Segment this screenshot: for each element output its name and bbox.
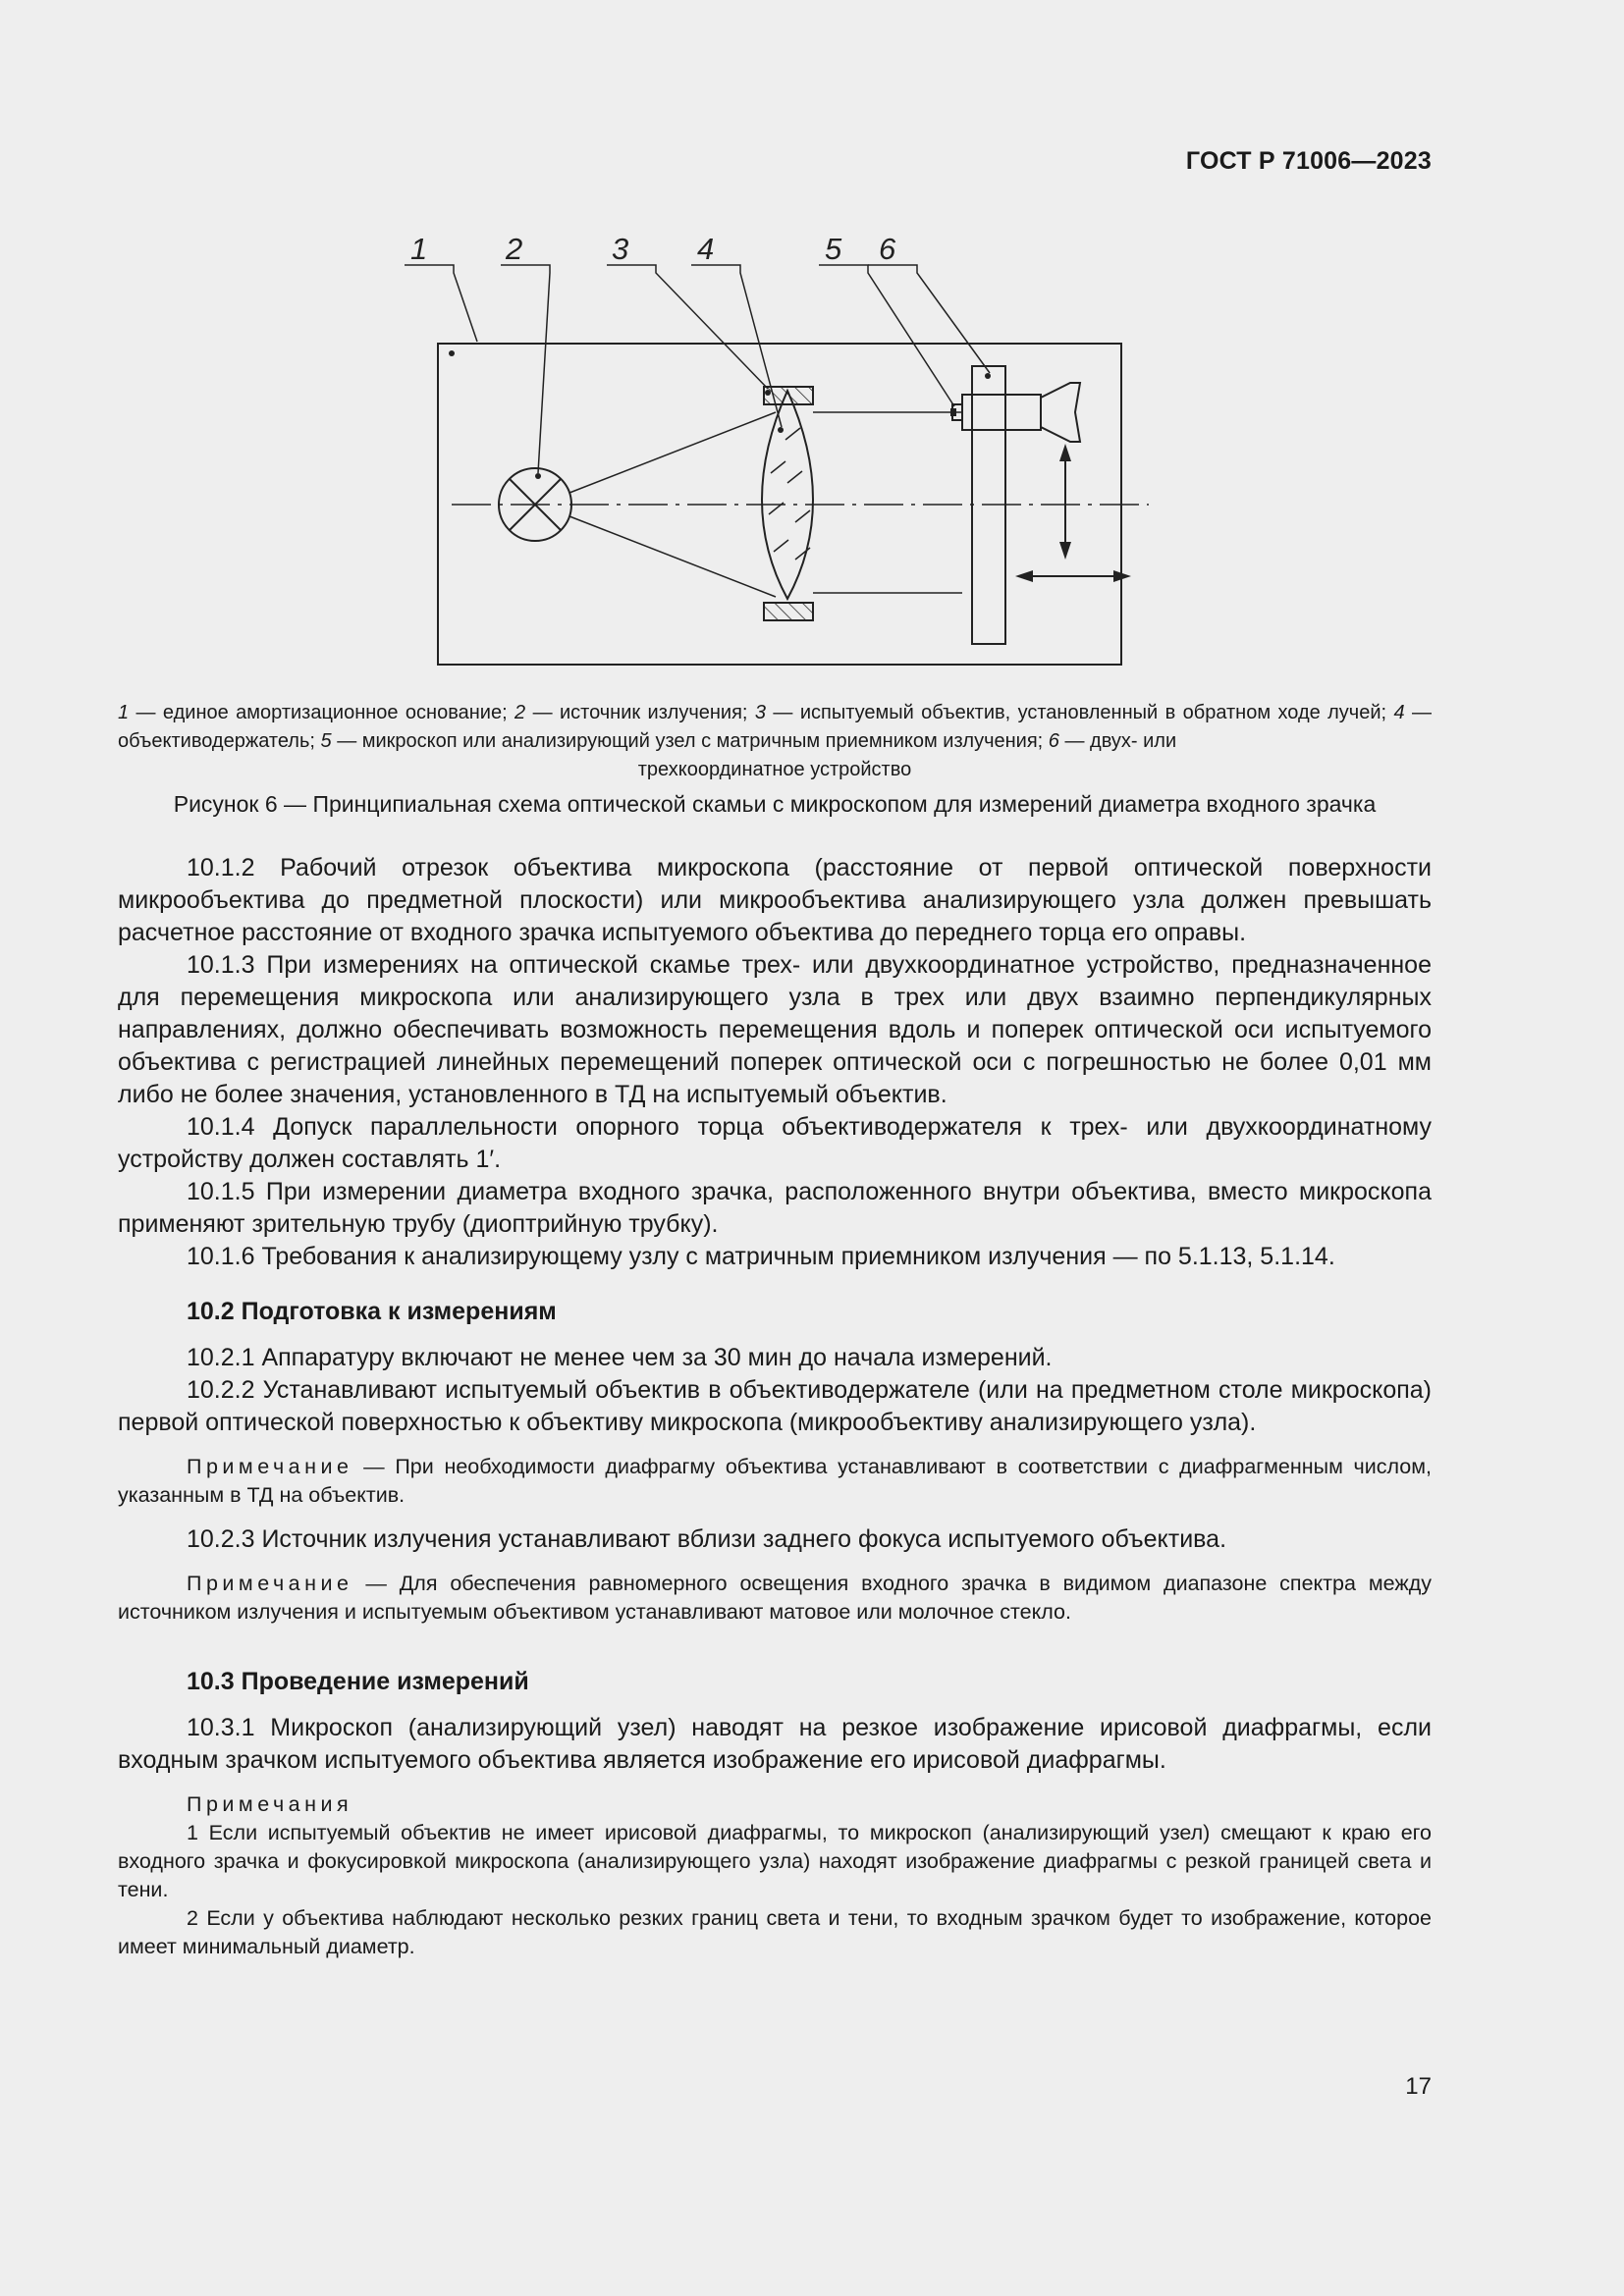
document-page: [118, 0, 1432, 2296]
note-item-2: 2 Если у объектива наблюдают несколько резких границ света и тени, то входным зрачком будет то изображение, которое имеет минимальный диаметр.: [118, 1906, 1432, 1958]
document-body: [118, 852, 1432, 1961]
section-heading-10-2: 10.2 Подготовка к измерениям: [187, 1298, 557, 1325]
paragraph-10-2-1: 10.2.1 Аппаратуру включают не менее чем за 30 мин до начала измерений.: [187, 1344, 1053, 1371]
notes-heading: Примечания: [187, 1792, 353, 1816]
paragraph-10-3-1: 10.3.1 Микроскоп (анализирующий узел) наводят на резкое изображение ирисовой диафрагмы, если входным зрачком испытуемого объектива является изображение его ирисовой диафрагмы.: [118, 1714, 1432, 1774]
note-item-1: 1 Если испытуемый объектив не имеет ирисовой диафрагмы, то микроскоп (анализирующий узел) смещают к краю его входного зрачка и фокусировкой микроскопа (анализирующего узла) находят изображение диафрагмы с резкой границей света и тени.: [118, 1821, 1432, 1901]
test-lens: [762, 391, 813, 599]
callout-1: 1: [410, 232, 428, 266]
note-1: Примечание — При необходимости диафрагму объектива устанавливают в соответствии с диафрагменным числом, указанным в ТД на объектив.: [118, 1455, 1432, 1507]
callout-5: 5: [825, 232, 842, 266]
paragraph-10-1-4: 10.1.4 Допуск параллельности опорного торца объективодержателя к трех- или двухкоординатному устройству должен составлять 1′.: [118, 1113, 1432, 1173]
callout-2: 2: [506, 232, 523, 266]
microscope: [962, 395, 1041, 430]
page-number: 17: [1405, 2073, 1432, 2100]
document-id: ГОСТ Р 71006—2023: [1185, 147, 1432, 175]
figure-legend: 1 — единое амортизационное основание; 2 — источник излучения; 3 — испытуемый объектив, установленный в обратном ходе лучей; 4 — объективодержатель; 5 — микроскоп или анализирующий узел с матричным приемником излучения; 6 — двух- или трехкоординатное устройство: [118, 702, 1433, 780]
lens-holder-bottom: [764, 603, 813, 620]
callout-6: 6: [879, 232, 896, 266]
paragraph-10-1-2: 10.1.2 Рабочий отрезок объектива микроскопа (расстояние от первой оптической поверхности микрообъектива до предметной плоскости) или микрообъектива анализирующего узла должен превышать расчетное расстояние от входного зрачка испытуемого объектива до переднего торца его оправы.: [118, 854, 1432, 946]
figure-caption: Рисунок 6 — Принципиальная схема оптической скамьи с микроскопом для измерений диаметра входного зрачка: [173, 791, 1377, 817]
optical-bench-diagram: [383, 226, 1188, 677]
paragraph-10-1-5: 10.1.5 При измерении диаметра входного зрачка, расположенного внутри объектива, вместо микроскопа применяют зрительную трубу (диоптрийную трубку).: [118, 1178, 1432, 1238]
paragraph-10-1-3: 10.1.3 При измерениях на оптической скамье трех- или двухкоординатное устройство, предназначенное для перемещения микроскопа или анализирующего узла в трех или двух взаимно перпендикулярных направлениях, должно обеспечивать возможность перемещения вдоль и поперек оптической оси испытуемого объектива с регистрацией линейных перемещений поперек оптической оси с погрешностью не более 0,01 мм либо не более значения, установленного в ТД на испытуемый объектив.: [118, 951, 1432, 1108]
paragraph-10-2-2: 10.2.2 Устанавливают испытуемый объектив в объективодержателе (или на предметном столе микроскопа) первой оптической поверхностью к объективу микроскопа (микрообъективу анализирующего узла).: [118, 1376, 1432, 1436]
callout-3: 3: [612, 232, 629, 266]
callout-4: 4: [697, 232, 715, 266]
paragraph-10-2-3: 10.2.3 Источник излучения устанавливают вблизи заднего фокуса испытуемого объектива.: [187, 1525, 1227, 1553]
section-heading-10-3: 10.3 Проведение измерений: [187, 1668, 529, 1695]
paragraph-10-1-6: 10.1.6 Требования к анализирующему узлу с матричным приемником излучения — по 5.1.13, 5.1.14.: [187, 1243, 1335, 1270]
note-2: Примечание — Для обеспечения равномерного освещения входного зрачка в видимом диапазоне спектра между источником излучения и испытуемым объективом устанавливают матовое или молочное стекло.: [118, 1572, 1432, 1624]
